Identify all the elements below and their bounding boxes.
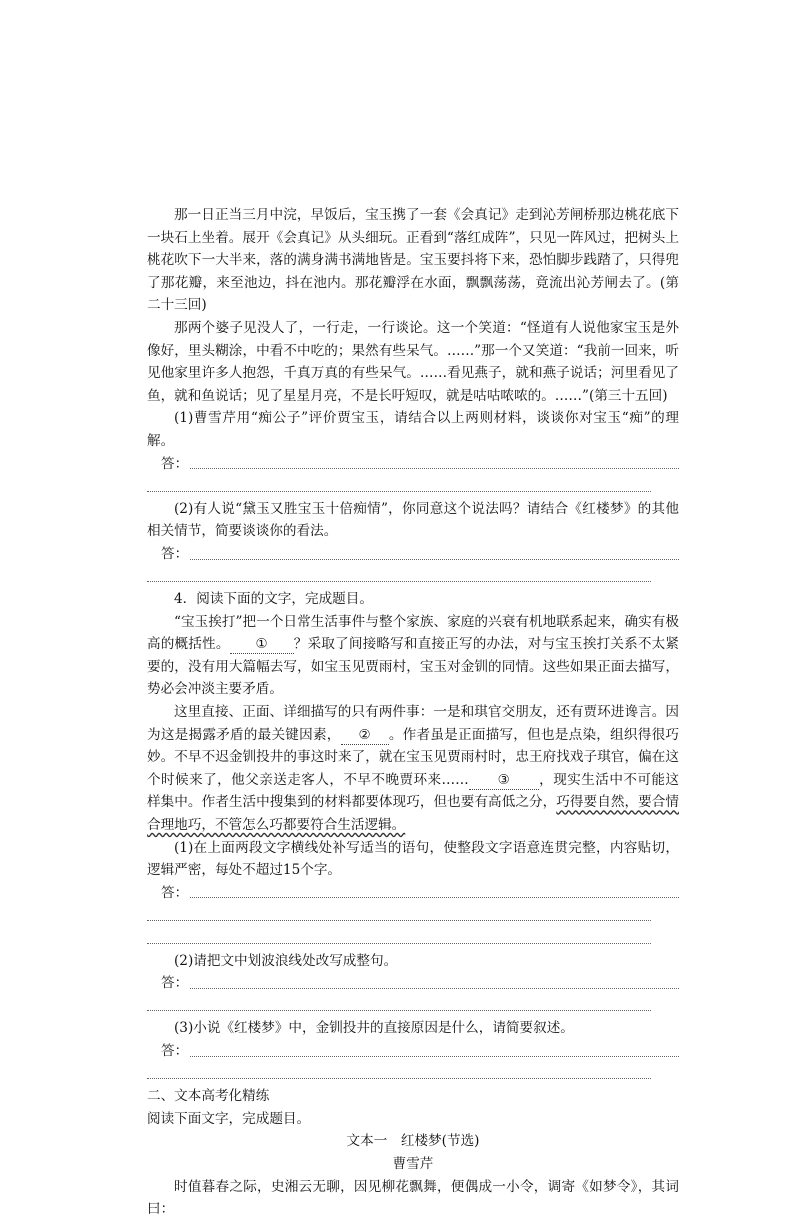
answer-label: 答： [161,975,189,992]
answer-line[interactable] [147,882,679,905]
answer-label: 答： [161,1042,189,1059]
answer-line[interactable] [147,927,679,950]
question-4-heading: 4．阅读下面的文字，完成题目。 [174,591,373,608]
document-page [147,204,679,1221]
answer-line[interactable] [147,904,679,927]
sub-question-2: (2)请把文中划波浪线处改写成整句。 [174,952,398,969]
answer-line[interactable] [147,1063,679,1086]
section-heading: 二、文本高考化精练 [147,1088,270,1105]
answer-label: 答： [161,884,189,901]
wavy-underlined-text: 巧得要自然，要合情合理地巧，不管怎么巧都要符合生活逻辑。 [147,794,679,834]
answer-line[interactable] [147,995,679,1018]
answer-line[interactable] [147,566,679,589]
answer-line[interactable] [147,475,679,498]
answer-label: 答： [161,545,189,562]
sub-question-1: (1)在上面两段文字横线处补写适当的语句，使整段文字语意连贯完整，内容贴切，逻辑严密，每处不超过15个字。 [147,839,679,879]
passage-chapter-35: 那两个婆子见没人了，一行走，一行谈论。这一个笑道：“怪道有人说他家宝玉是外像好，里头糊涂，中看不中吃的；果然有些呆气。……”那一个又笑道：“我前一回来，听见他家里许多人抱怨，千真万真的有些呆气。……看见燕子，就和燕子说话；河里看见了鱼，就和鱼说话；见了星星月亮，不是长吁短叹，就是咕咕哝哝的。……”(第三十五回) [147,319,679,404]
answer-line[interactable] [147,1040,679,1063]
sub-question-3: (3)小说《红楼梦》中，金钏投井的直接原因是什么，请简要叙述。 [174,1020,574,1037]
instruction: 阅读下面文字，完成题目。 [147,1110,311,1127]
passage-chapter-23: 那一日正当三月中浣，早饭后，宝玉携了一套《会真记》走到沁芳闸桥那边桃花底下一块石上坐着。展开《会真记》从头细玩。正看到“落红成阵”，只见一阵风过，把树头上桃花吹下一大半来，落的满身满书满地皆是。宝玉要抖将下来，恐怕脚步践踏了，只得兜了那花瓣，来至池边，抖在池内。那花瓣浮在水面，飘飘荡荡，竟流出沁芳闸去了。(第二十三回) [147,207,679,314]
paragraph-4b: 这里直接、正面、详细描写的只有两件事：一是和琪官交朋友，还有贾环进谗言。因为这是揭露矛盾的最关键因素， ② 。作者虽是正面描写，但也是点染，组织得很巧妙。不早不迟金钏投井的事这时来了，就在宝玉见贾雨村时，忠王府找戏子琪官，偏在这个时候来了，他父亲送走客人，不早不晚贾环来…… ③ ，现实生活中不可能这样集中。作者生活中搜集到的材料都要体现巧，但也要有高低之分，巧得要自然，要合情合理地巧，不管怎么巧都要符合生活逻辑。 [147,704,680,834]
final-paragraph: 时值暮春之际，史湘云无聊，因见柳花飘舞，便偶成一小令，调寄《如梦令》，其词曰： [147,1178,679,1218]
paragraph-4a: “宝玉挨打”把一个日常生活事件与整个家族、家庭的兴衰有机地联系起来，确实有极高的概括性。 ① ？采取了间接略写和直接正写的办法，对与宝玉挨打关系不太紧要的，没有用大篇幅去写，如宝玉见贾雨村，宝玉对金钏的同情。这些如果正面去描写，势必会冲淡主要矛盾。 [147,613,680,698]
question-1: (1)曹雪芹用“痴公子”评价贾宝玉，请结合以上两则材料，谈谈你对宝玉“痴”的理解。 [147,410,679,449]
answer-line[interactable] [147,543,679,566]
text-title: 文本一 红楼梦(节选) [346,1133,480,1150]
author: 曹雪芹 [392,1155,434,1172]
blank-2[interactable]: ② [341,726,389,745]
blank-1[interactable]: ① [230,635,294,654]
answer-line[interactable] [147,453,679,476]
answer-label: 答： [161,455,189,472]
blank-3[interactable]: ③ [469,771,539,790]
question-2: (2)有人说“黛玉又胜宝玉十倍痴情”，你同意这个说法吗？请结合《红楼梦》的其他相关情节，简要谈谈你的看法。 [147,500,679,540]
answer-line[interactable] [147,972,679,995]
